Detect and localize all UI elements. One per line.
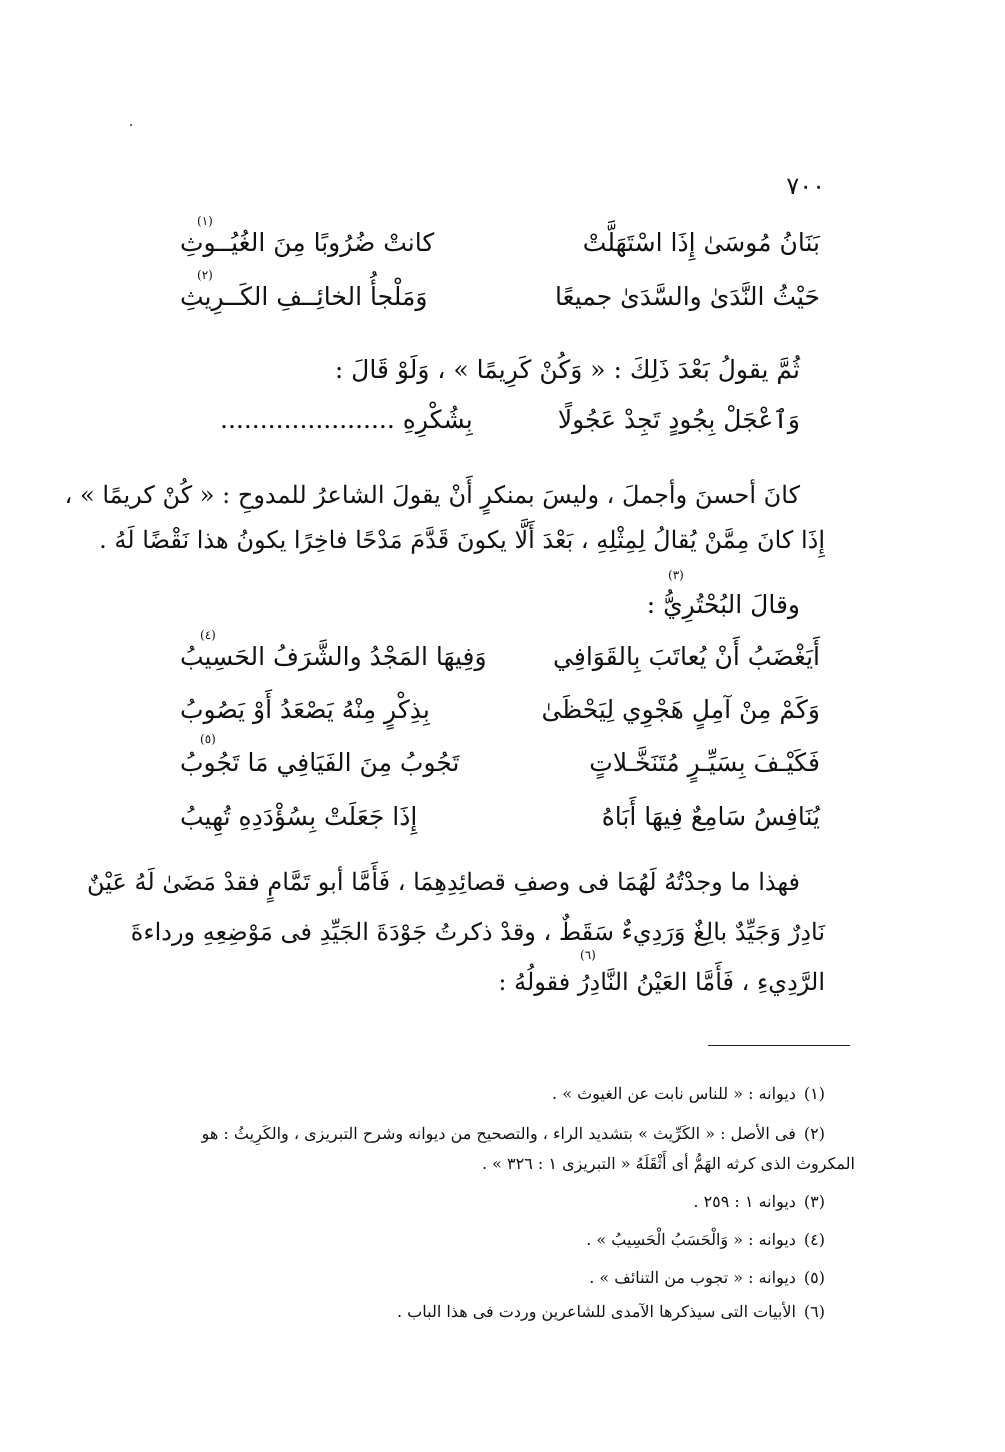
footnote-continuation: [155, 1150, 855, 1178]
footnote: [125, 1298, 825, 1326]
prose-line: نَادِرٌ وَجَيِّدٌ بالِغٌ وَرَدِيءٌ سَقَطٌ ، وقدْ ذكرتُ جَوْدَةَ الجَيِّدِ فى مَوْضِعِهِ ورداءةَ: [130, 918, 825, 946]
verse-line-5: [180, 748, 820, 794]
footnote: [125, 1264, 825, 1292]
verse-first-hemistich: حَيْثُ النَّدَىٰ والسَّدَىٰ جميعًا: [555, 282, 820, 311]
verse-first-hemistich: وَٱعْجَلْ بِجُودٍ تَجِدْ عَجُولًا: [557, 405, 800, 434]
verse-line-1: [180, 228, 820, 274]
footnote: [125, 1226, 825, 1254]
verse-first-hemistich: وَكَمْ مِنْ آمِلٍ هَجْوِي لِيَحْظَىٰ: [541, 695, 820, 724]
prose-line: إِذَا كانَ مِمَّنْ يُقالُ لِمِثْلِهِ ، بَعْدَ أَلَّا يكونَ قَدَّمَ مَدْحًا فاخِرًا يكونُ هذا نَقْضًا لَهُ .: [99, 526, 825, 554]
page-number: ٧٠٠: [786, 172, 825, 200]
footnote-marker-4: (٤): [200, 628, 216, 642]
verse-line-4: [180, 695, 820, 741]
footnote-number: (٣): [803, 1192, 825, 1211]
verse-second-hemistich: وَفِيهَا المَجْدُ والشَّرَفُ الحَسِيبُ: [180, 642, 487, 671]
section-intro: وقالَ البُحْتُرِيُّ :: [646, 590, 800, 619]
verse-second-hemistich: كانتْ ضُرُوبًا مِنَ الغُيُــوثِ: [180, 228, 435, 257]
footnote-text: الأبيات التى سيذكرها الآمدى للشاعرين وردت فى هذا الباب .: [397, 1302, 796, 1321]
footnote-marker-6: (٦): [580, 948, 596, 962]
verse-first-hemistich: بَنَانُ مُوسَىٰ إِذَا اسْتَهَلَّتْ: [582, 228, 820, 257]
footnote-number: (٤): [803, 1230, 825, 1249]
footnote-text: المكروث الذى كرثه الهَمُّ أى أَثْقَلَهُ « التبريزى ١ : ٣٢٦ » .: [482, 1154, 855, 1173]
footnote-number: (٢): [803, 1124, 825, 1143]
footnote-text: ديوانه : « تجوب من التنائف » .: [589, 1268, 796, 1287]
footnote: [125, 1080, 825, 1108]
verse-second-hemistich: وَمَلْجأُ الخائِــفِ الكَــرِيثِ: [180, 282, 428, 311]
footnote-text: ديوانه ١ : ٢٥٩ .: [693, 1192, 796, 1211]
footnote-number: (١): [803, 1084, 825, 1103]
footnote: [125, 1120, 825, 1148]
verse-second-hemistich: بِذِكْرٍ مِنْهُ يَصْعَدُ أَوْ يَصُوبُ: [180, 695, 430, 724]
prose-line: ثُمَّ يقولُ بَعْدَ ذَلِكَ : « وَكُنْ كَرِيمًا » ، وَلَوْ قَالَ :: [334, 355, 800, 384]
scan-speck: [130, 124, 132, 126]
verse-second-hemistich-elided: بِشُكْرِهِ ......................: [220, 405, 473, 434]
verse-first-hemistich: فَكَيْـفَ بِسَيِّـرٍ مُتَنَخَّـلاتٍ: [589, 748, 820, 777]
verse-line-2: [180, 282, 820, 328]
footnote-text: ديوانه : « للناس نابت عن الغيوث » .: [552, 1084, 796, 1103]
footnote-marker-3: (٣): [668, 568, 684, 582]
verse-second-hemistich: إِذَا جَعَلَتْ بِسُؤْدَدِهِ تُهِيبُ: [180, 802, 418, 831]
footnote-marker-1: (١): [197, 214, 213, 228]
prose-line: كانَ أحسنَ وأجملَ ، وليسَ بمنكرٍ أَنْ يقولَ الشاعرُ للمدوحِ : « كُنْ كريمًا » ،: [64, 481, 800, 509]
footnote-number: (٦): [803, 1302, 825, 1321]
verse-line-3: [180, 642, 820, 688]
footnote: [125, 1188, 825, 1216]
half-verse-line: [220, 405, 800, 451]
verse-line-6: [180, 802, 820, 848]
verse-second-hemistich: تَجُوبُ مِنَ الفَيَافِي مَا تَجُوبُ: [180, 748, 460, 777]
verse-first-hemistich: أَيَغْضَبُ أَنْ يُعاتَبَ بِالقَوَافِي: [553, 642, 820, 671]
footnote-marker-2: (٢): [197, 268, 213, 282]
prose-line: الرَّدِيءِ ، فَأَمَّا العَيْنُ النَّادِرُ فقولُهُ :: [498, 968, 825, 996]
verse-first-hemistich: يُنَافِسُ سَامِعٌ فِيهَا أَبَاهُ: [601, 802, 820, 831]
footnote-text: فى الأصل : « الكَرِّيث » بتشديد الراء ، والتصحيح من ديوانه وشرح التبريزى ، والكَرِيثُ : هو: [201, 1124, 796, 1143]
footnote-number: (٥): [803, 1268, 825, 1287]
footnote-text: ديوانه : « وَالْحَسَبُ الْحَسِيبُ » .: [586, 1230, 796, 1249]
footnote-divider: [708, 1045, 850, 1046]
footnote-marker-5: (٥): [200, 732, 216, 746]
prose-line: فهذا ما وجدْتُهُ لَهُمَا فى وصفِ قصائِدِهِمَا ، فَأَمَّا أبو تَمَّامٍ فقدْ مَضَىٰ لَهُ عَيْنٌ: [87, 868, 800, 896]
